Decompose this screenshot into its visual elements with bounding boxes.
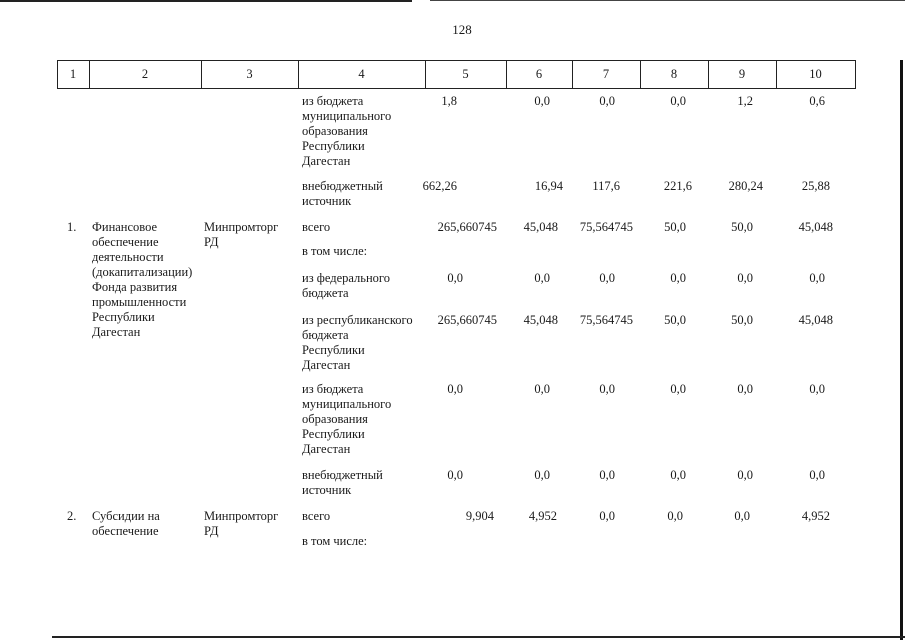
scan-edge-shadow	[900, 60, 903, 640]
value-col-7: 75,564745	[579, 313, 633, 327]
value-col-5: 0,0	[447, 271, 463, 285]
measure-name: Субсидии на обеспечение	[92, 509, 160, 538]
value-col-5: 0,0	[447, 382, 463, 396]
executor: Минпромторг РД	[204, 220, 279, 249]
value-col-5: 662,26	[422, 179, 457, 193]
value-col-8: 0,0	[670, 468, 686, 482]
value-col-5: 9,904	[465, 509, 494, 523]
header-col-4: 4	[358, 67, 365, 81]
funding-source: внебюджетный источник	[302, 468, 383, 497]
value-col-7: 0,0	[599, 468, 615, 482]
measure-name: Финансовое обеспечение деятельности (докапитализации) Фонда развития промышленности Республики Дагестан	[92, 220, 193, 339]
value-col-6: 45,048	[523, 220, 558, 234]
value-col-9: 280,24	[728, 179, 763, 193]
value-col-8: 50,0	[664, 220, 686, 234]
value-col-9: 50,0	[731, 220, 753, 234]
value-col-9: 50,0	[731, 313, 753, 327]
value-col-9: 0,0	[734, 509, 750, 523]
value-col-5: 1,8	[441, 94, 457, 108]
value-col-8: 0,0	[670, 382, 686, 396]
table-header-bottom-border	[57, 88, 856, 89]
value-col-9: 1,2	[737, 94, 753, 108]
header-col-3: 3	[246, 67, 253, 81]
row-number: 2.	[67, 509, 77, 523]
value-col-8: 221,6	[663, 179, 692, 193]
value-col-5: 265,660745	[437, 313, 497, 327]
value-col-10: 45,048	[798, 313, 833, 327]
value-col-10: 0,0	[809, 271, 825, 285]
value-col-6: 45,048	[523, 313, 558, 327]
value-col-8: 0,0	[670, 94, 686, 108]
header-col-5: 5	[462, 67, 469, 81]
value-col-8: 50,0	[664, 313, 686, 327]
header-col-1: 1	[69, 67, 77, 81]
funding-source: всего	[302, 220, 331, 234]
value-col-5: 0,0	[447, 468, 463, 482]
value-col-6: 0,0	[534, 382, 550, 396]
funding-source: внебюджетный источник	[302, 179, 383, 208]
table-header-top-border	[57, 60, 856, 61]
header-col-2: 2	[141, 67, 149, 81]
value-col-6: 0,0	[534, 94, 550, 108]
value-col-7: 0,0	[599, 382, 615, 396]
header-col-8: 8	[670, 67, 678, 81]
value-col-9: 0,0	[737, 271, 753, 285]
header-col-9: 9	[738, 67, 746, 81]
value-col-7: 0,0	[599, 509, 615, 523]
header-col-6: 6	[535, 67, 543, 81]
value-col-8: 0,0	[670, 271, 686, 285]
executor: Минпромторг РД	[204, 509, 279, 538]
funding-source: из республиканского бюджета Республики Дагестан	[302, 313, 413, 372]
value-col-10: 0,6	[809, 94, 825, 108]
top-border-line-right	[430, 0, 905, 1]
funding-source: из бюджета муниципального образования Республики Дагестан	[302, 382, 392, 456]
value-col-7: 0,0	[599, 271, 615, 285]
funding-source: из бюджета муниципального образования Республики Дагестан	[302, 94, 392, 168]
value-col-10: 4,952	[801, 509, 830, 523]
value-col-9: 0,0	[737, 382, 753, 396]
value-col-7: 117,6	[592, 179, 620, 193]
value-col-9: 0,0	[737, 468, 753, 482]
funding-source: из федерального бюджета	[302, 271, 390, 300]
value-col-8: 0,0	[667, 509, 683, 523]
value-col-10: 0,0	[809, 382, 825, 396]
value-col-10: 0,0	[809, 468, 825, 482]
top-border-line	[0, 0, 412, 2]
funding-source: всего	[302, 509, 331, 523]
value-col-7: 0,0	[599, 94, 615, 108]
funding-source: в том числе:	[302, 244, 368, 258]
row-number: 1.	[67, 220, 77, 234]
header-col-7: 7	[602, 67, 610, 81]
bottom-border-line	[52, 636, 905, 638]
column-divider	[855, 60, 856, 88]
value-col-6: 16,94	[534, 179, 563, 193]
page-number: 128	[452, 22, 472, 37]
value-col-6: 0,0	[534, 271, 550, 285]
value-col-10: 45,048	[798, 220, 833, 234]
value-col-6: 4,952	[528, 509, 557, 523]
value-col-6: 0,0	[534, 468, 550, 482]
header-col-10: 10	[809, 67, 822, 81]
value-col-10: 25,88	[801, 179, 830, 193]
value-col-5: 265,660745	[437, 220, 497, 234]
funding-source: в том числе:	[302, 534, 368, 548]
value-col-7: 75,564745	[579, 220, 633, 234]
